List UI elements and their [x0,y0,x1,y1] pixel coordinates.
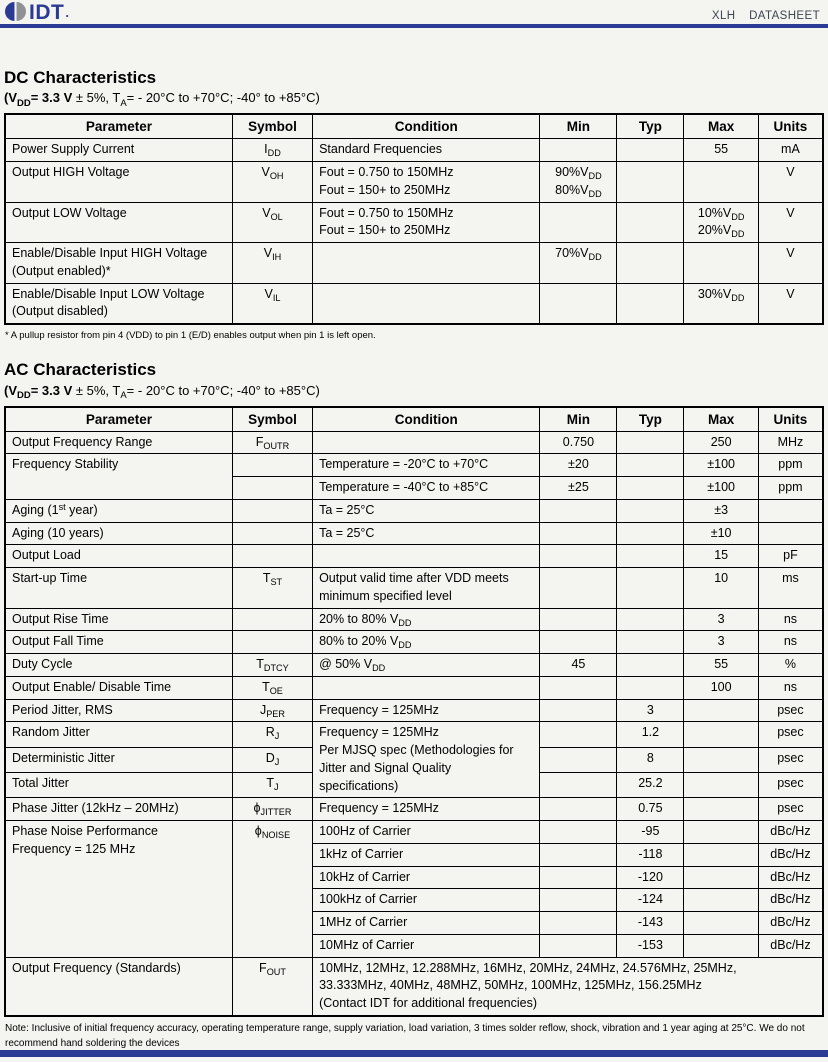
doc-title [712,10,820,22]
page-header [4,0,824,25]
table-cell [540,139,617,162]
table-cell: Phase Jitter (12kHz – 20MHz) [5,798,232,821]
table-cell: pF [758,545,823,568]
table-cell: $T_{ST}$ [232,568,312,609]
dc-title: DC Characteristics [4,68,157,87]
table-cell: 55 [684,654,758,677]
table-cell: Standard Frequencies [313,139,540,162]
table-cell: V [758,283,823,324]
column-header: Parameter [5,114,232,139]
table-cell [540,821,617,844]
table-cell [617,522,684,545]
table-cell [684,821,758,844]
table-cell [617,568,684,609]
table-cell: 0.75 [617,798,684,821]
table-row [5,202,823,243]
table-cell: ms [758,568,823,609]
table-cell: 10kHz of Carrier [313,866,540,889]
table-cell: Aging (1st year) [5,499,232,522]
table-cell [617,162,684,203]
table-cell: 0.750 [540,431,617,454]
dc-subtitle: ($V_{DD}= 3.3$ V ± 5%, $T_A= - 20^\circ C$ to +70°C; -40° to +85°C) [4,90,320,109]
table-cell [540,608,617,631]
table-cell [540,631,617,654]
table-cell [540,568,617,609]
table-cell [540,676,617,699]
column-header: Min [540,114,617,139]
table-cell: 1.2 [617,722,684,747]
table-cell [684,699,758,722]
table-cell: Duty Cycle [5,654,232,677]
table-row [5,654,823,677]
table-cell [684,243,758,284]
table-row [5,957,823,1016]
table-cell: Output Fall Time [5,631,232,654]
bottom-note: Note: Inclusive of initial frequency accuracy, operating temperature range, supply variation, load variation, 3 times solder reflow, shock, vibration and 1 year aging at 25°C. We do not recommend hand soldering the devices [5,1022,805,1049]
table-cell [232,631,312,654]
table-cell: ppm [758,454,823,477]
table-cell: Random Jitter [5,722,232,747]
table-cell: dBc/Hz [758,934,823,957]
table-cell [540,202,617,243]
table-cell: dBc/Hz [758,843,823,866]
column-header: Parameter [5,407,232,432]
table-cell [684,866,758,889]
table-cell: 100 [684,676,758,699]
table-cell [540,722,617,747]
table-cell: Aging (10 years) [5,522,232,545]
table-cell: Output Frequency (Standards) [5,957,232,1016]
table-cell: ±20 [540,454,617,477]
table-cell: Frequency = 125MHz [313,699,540,722]
table-cell: $90\%V_{DD}$ $80\%V_{DD}$ [540,162,617,203]
table-cell: Total Jitter [5,772,232,797]
table-cell [540,522,617,545]
table-cell: 25.2 [617,772,684,797]
table-cell: $R_J$ [232,722,312,747]
table-cell [617,477,684,500]
table-cell [617,202,684,243]
table-cell: $V_{OL}$ [232,202,312,243]
table-cell [684,912,758,935]
table-cell [313,431,540,454]
ac-title: AC Characteristics [4,360,157,380]
table-cell: Power Supply Current [5,139,232,162]
table-cell: -124 [617,889,684,912]
table-row [5,162,823,203]
table-cell: 8 [617,747,684,772]
column-header: Symbol [232,114,312,139]
table-cell [617,454,684,477]
table-cell: -120 [617,866,684,889]
table-cell: ns [758,608,823,631]
table-cell: -95 [617,821,684,844]
table-row [5,139,823,162]
table-row [5,545,823,568]
table-cell [232,477,312,500]
table-cell: 10MHz of Carrier [313,934,540,957]
table-cell: V [758,162,823,203]
header-rule [0,24,828,28]
table-row [5,431,823,454]
dc-footnote: * A pullup resistor from pin 4 (VDD) to pin 1 (E/D) enables output when pin 1 is left open. [5,330,376,342]
table-cell [232,608,312,631]
idt-logo [5,1,69,25]
table-cell: 100kHz of Carrier [313,889,540,912]
table-cell: $10\%V_{DD}$ $20\%V_{DD}$ [684,202,758,243]
ac-section [4,360,824,1051]
table-cell: $30\%V_{DD}$ [684,283,758,324]
table-cell [684,934,758,957]
table-cell: 3 [684,608,758,631]
table-cell [617,499,684,522]
table-cell: -153 [617,934,684,957]
table-cell: $F_{OUTR}$ [232,431,312,454]
table-cell: 1kHz of Carrier [313,843,540,866]
footer-rule [0,1050,828,1057]
column-header: Condition [313,407,540,432]
table-cell [313,283,540,324]
table-cell [540,499,617,522]
table-cell: $V_{OH}$ [232,162,312,203]
table-cell: @ 50% $V_{DD}$ [313,654,540,677]
column-header: Min [540,407,617,432]
table-cell: ppm [758,477,823,500]
table-cell [617,631,684,654]
table-cell [617,545,684,568]
table-cell: 20% to 80% $V_{DD}$ [313,608,540,631]
table-cell: Ta = 25°C [313,522,540,545]
table-cell [617,243,684,284]
table-cell: $\phi_{JITTER}$ [232,798,312,821]
table-cell: Output Rise Time [5,608,232,631]
table-cell [540,866,617,889]
table-cell [617,431,684,454]
table-row [5,798,823,821]
column-header: Max [684,407,758,432]
table-cell: psec [758,772,823,797]
table-cell [684,889,758,912]
table-cell [617,654,684,677]
table-cell: Enable/Disable Input LOW Voltage (Output disabled) [5,283,232,324]
table-cell [617,139,684,162]
table-cell: $I_{DD}$ [232,139,312,162]
idt-globe-icon [5,1,26,22]
header-row [5,114,823,139]
table-cell: V [758,243,823,284]
column-header: Symbol [232,407,312,432]
table-cell: $F_{OUT}$ [232,957,312,1016]
table-cell [232,454,312,477]
table-row [5,499,823,522]
table-cell [684,772,758,797]
table-cell: 55 [684,139,758,162]
table-cell: $70\%V_{DD}$ [540,243,617,284]
table-cell [540,772,617,797]
dc-section [4,68,824,341]
table-row [5,568,823,609]
table-cell: -143 [617,912,684,935]
column-header: Units [758,114,823,139]
table-cell [684,722,758,747]
table-cell: $T_{OE}$ [232,676,312,699]
table-cell [684,843,758,866]
table-cell: 1MHz of Carrier [313,912,540,935]
table-cell: $D_J$ [232,747,312,772]
table-cell [540,912,617,935]
table-cell: 3 [684,631,758,654]
column-header: Max [684,114,758,139]
table-cell: Output Frequency Range [5,431,232,454]
table-cell [540,889,617,912]
table-cell: Fout = 0.750 to 150MHz Fout = 150+ to 250MHz [313,202,540,243]
table-cell: psec [758,747,823,772]
table-cell [758,499,823,522]
column-header: Typ [617,407,684,432]
table-cell: Enable/Disable Input HIGH Voltage (Output enabled)* [5,243,232,284]
table-cell: Output Enable/ Disable Time [5,676,232,699]
table-cell: Ta = 25°C [313,499,540,522]
table-cell: % [758,654,823,677]
table-cell: dBc/Hz [758,889,823,912]
table-cell: 250 [684,431,758,454]
table-row [5,722,823,747]
table-cell [540,798,617,821]
table-cell: psec [758,798,823,821]
table-cell: ns [758,631,823,654]
table-cell: Output valid time after VDD meets minimum specified level [313,568,540,609]
idt-logo-dot: . [65,4,69,20]
table-cell: Temperature = -20°C to +70°C [313,454,540,477]
table-cell: 10MHz, 12MHz, 12.288MHz, 16MHz, 20MHz, 24MHz, 24.576MHz, 25MHz, 33.333MHz, 40MHz, 48MHZ, 50MHz, 100MHz, 125MHz, 156.25MHz (Contact IDT for additional frequencies) [313,957,823,1016]
column-header: Condition [313,114,540,139]
table-cell: 10 [684,568,758,609]
table-cell: dBc/Hz [758,866,823,889]
table-cell: ±3 [684,499,758,522]
table-cell: -118 [617,843,684,866]
table-cell [313,676,540,699]
table-cell [313,243,540,284]
doc-title-label: DATASHEET [749,10,820,22]
table-cell: ns [758,676,823,699]
table-row [5,243,823,284]
table-cell [540,545,617,568]
table-cell: 100Hz of Carrier [313,821,540,844]
table-cell: $V_{IH}$ [232,243,312,284]
table-cell: Temperature = -40°C to +85°C [313,477,540,500]
table-cell: psec [758,699,823,722]
table-cell: dBc/Hz [758,912,823,935]
ac-table [4,406,824,1017]
header-row [5,407,823,432]
table-cell [684,798,758,821]
table-row [5,631,823,654]
table-cell [617,608,684,631]
table-row [5,283,823,324]
table-cell: ±100 [684,454,758,477]
table-cell [232,545,312,568]
table-cell: ±10 [684,522,758,545]
idt-logo-text: IDT [29,1,65,25]
column-header: Units [758,407,823,432]
table-cell: 80% to 20% $V_{DD}$ [313,631,540,654]
table-cell [684,747,758,772]
table-cell: Phase Noise Performance Frequency = 125 MHz [5,821,232,958]
table-cell: $V_{IL}$ [232,283,312,324]
doc-title-product: XLH [711,10,736,22]
table-cell [540,747,617,772]
table-cell [313,545,540,568]
table-cell: Output Load [5,545,232,568]
table-cell: ±25 [540,477,617,500]
table-cell [758,522,823,545]
table-cell: $\phi_{NOISE}$ [232,821,312,958]
table-cell: Start-up Time [5,568,232,609]
table-cell: Frequency Stability [5,454,232,500]
table-cell: Deterministic Jitter [5,747,232,772]
table-cell: $J_{PER}$ [232,699,312,722]
table-cell: Fout = 0.750 to 150MHz Fout = 150+ to 250MHz [313,162,540,203]
table-row [5,608,823,631]
table-cell: V [758,202,823,243]
table-cell: 3 [617,699,684,722]
table-cell [617,283,684,324]
table-cell: Frequency = 125MHz [313,798,540,821]
table-cell: $T_{DTCY}$ [232,654,312,677]
table-cell: dBc/Hz [758,821,823,844]
table-cell: MHz [758,431,823,454]
table-row [5,699,823,722]
table-row [5,676,823,699]
table-cell [232,499,312,522]
column-header: Typ [617,114,684,139]
table-cell: 45 [540,654,617,677]
table-cell: psec [758,722,823,747]
table-cell: mA [758,139,823,162]
table-cell: Frequency = 125MHz Per MJSQ spec (Methodologies for Jitter and Signal Quality specifications) [313,722,540,798]
table-cell [540,699,617,722]
table-cell [684,162,758,203]
table-cell [232,522,312,545]
table-row [5,522,823,545]
table-cell: 15 [684,545,758,568]
table-cell [617,676,684,699]
table-cell [540,843,617,866]
table-row [5,821,823,844]
table-cell: Period Jitter, RMS [5,699,232,722]
table-cell: $T_J$ [232,772,312,797]
table-cell [540,934,617,957]
table-row [5,454,823,477]
ac-subtitle: ($V_{DD}= 3.3$ V ± 5%, $T_A= - 20^\circ C$ to +70°C; -40° to +85°C) [4,382,320,401]
table-cell: Output LOW Voltage [5,202,232,243]
table-cell: ±100 [684,477,758,500]
table-cell: Output HIGH Voltage [5,162,232,203]
table-cell [540,283,617,324]
dc-table [4,113,824,325]
